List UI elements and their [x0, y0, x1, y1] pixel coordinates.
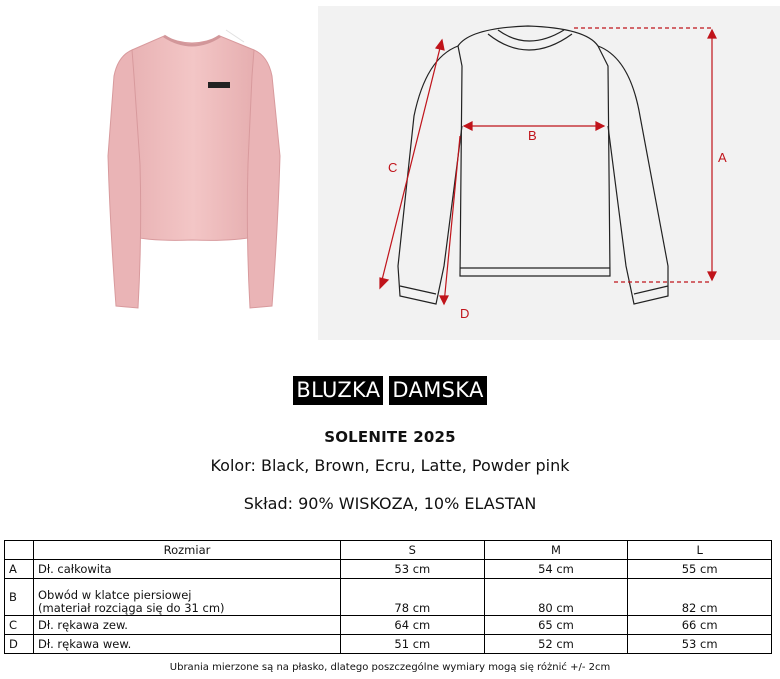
value-l: 82 cm: [628, 579, 772, 616]
header-size-l: L: [628, 541, 772, 560]
value-m: 54 cm: [484, 560, 628, 579]
table-header-row: [5, 541, 772, 560]
label-b: B: [528, 128, 537, 143]
value-l: 66 cm: [628, 616, 772, 635]
collection-name: SOLENITE 2025: [324, 428, 456, 446]
value-l: 53 cm: [628, 635, 772, 654]
table-row: [5, 635, 772, 654]
title-word-1: BLUZKA: [293, 376, 383, 405]
value-s: 51 cm: [341, 635, 485, 654]
label-a: A: [718, 150, 727, 165]
value-l: 55 cm: [628, 560, 772, 579]
size-diagram: [318, 6, 780, 340]
value-s: 53 cm: [341, 560, 485, 579]
product-title: [0, 376, 780, 405]
table-row: [5, 579, 772, 616]
colors-line: Kolor: Black, Brown, Ecru, Latte, Powder pink: [210, 456, 570, 475]
row-label: [34, 579, 341, 616]
row-label-line-1: Obwód w klatce piersiowej: [38, 588, 192, 602]
composition-line: Skład: 90% WISKOZA, 10% ELASTAN: [243, 494, 537, 513]
label-c: C: [388, 160, 398, 175]
size-table: [4, 540, 772, 654]
row-label-line-2: (materiał rozciąga się do 31 cm): [38, 601, 225, 615]
value-s: 64 cm: [341, 616, 485, 635]
header-size-m: M: [484, 541, 628, 560]
pink-longsleeve-photo: [68, 6, 316, 328]
row-key: D: [5, 635, 34, 654]
row-label: Dł. rękawa zew.: [34, 616, 341, 635]
value-m: 52 cm: [484, 635, 628, 654]
header-size-s: S: [341, 541, 485, 560]
label-d: D: [460, 306, 470, 321]
logo-patch: [208, 82, 230, 88]
row-key: C: [5, 616, 34, 635]
measurement-footnote: Ubrania mierzone są na płasko, dlatego poszczególne wymiary mogą się różnić +/- 2cm: [169, 662, 611, 673]
value-s: 78 cm: [341, 579, 485, 616]
row-label: Dł. rękawa wew.: [34, 635, 341, 654]
value-m: 65 cm: [484, 616, 628, 635]
header-empty-cell: [5, 541, 34, 560]
row-key: A: [5, 560, 34, 579]
row-key: B: [5, 579, 34, 616]
product-photo: [68, 6, 316, 328]
value-m: 80 cm: [484, 579, 628, 616]
title-word-2: DAMSKA: [389, 376, 486, 405]
table-row: [5, 560, 772, 579]
row-label: Dł. całkowita: [34, 560, 341, 579]
header-size-label: Rozmiar: [34, 541, 341, 560]
table-row: [5, 616, 772, 635]
